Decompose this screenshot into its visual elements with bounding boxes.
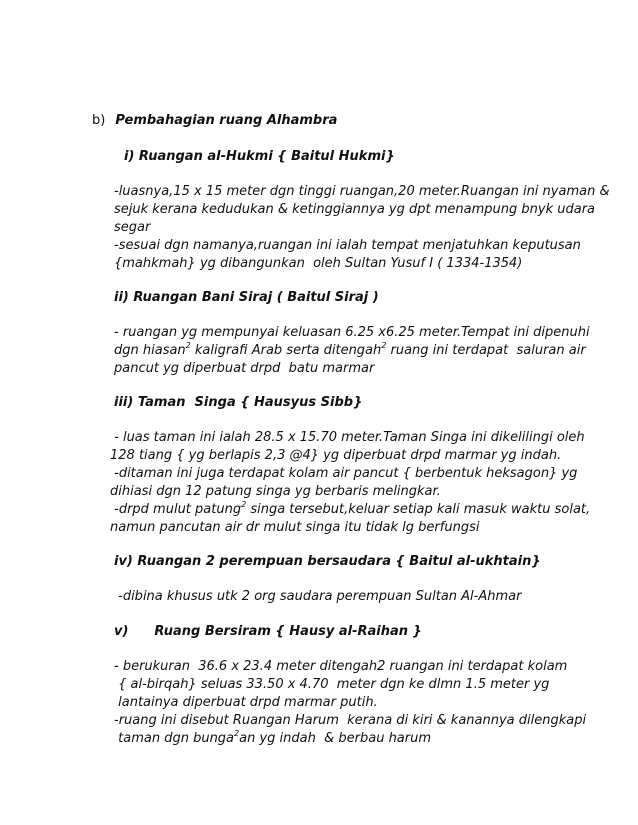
- paragraph-line: dgn hiasan$^2$ kaligrafi Arab serta ditengah$^2$ ruang ini terdapat saluran air: [114, 341, 586, 358]
- paragraph-line: sejuk kerana kedudukan & ketinggiannya yg dpt menampung bnyk udara: [114, 202, 595, 217]
- paragraph-line: -ditaman ini juga terdapat kolam air pancut { berbentuk heksagon} yg: [110, 466, 578, 481]
- paragraph-line: -drpd mulut patung$^2$ singa tersebut,keluar setiap kali masuk waktu solat,: [110, 500, 591, 517]
- paragraph-line: -dibina khusus utk 2 org saudara perempuan Sultan Al-Ahmar: [114, 589, 522, 604]
- paragraph-line: pancut yg diperbuat drpd batu marmar: [114, 361, 375, 376]
- paragraph-line: dihiasi dgn 12 patung singa yg berbaris melingkar.: [110, 484, 441, 499]
- section-header: [92, 112, 337, 130]
- paragraph-line: - luas taman ini ialah 28.5 x 15.70 meter.Taman Singa ini dikelilingi oleh: [110, 430, 585, 445]
- paragraph-line: - ruangan yg mempunyai keluasan 6.25 x6.25 meter.Tempat ini dipenuhi: [114, 325, 590, 340]
- superscript: 2: [381, 341, 387, 350]
- paragraph-line: - berukuran 36.6 x 23.4 meter ditengah2 ruangan ini terdapat kolam: [114, 659, 568, 674]
- heading-ruangan-perempuan: iv) Ruangan 2 perempuan bersaudara { Baitul al-ukhtain}: [114, 554, 541, 569]
- paragraph-line: taman dgn bunga$^2$an yg indah & berbau harum: [114, 729, 432, 746]
- heading-ruangan-bani-siraj: ii) Ruangan Bani Siraj ( Baitul Siraj ): [114, 290, 379, 305]
- paragraph-line: -sesuai dgn namanya,ruangan ini ialah tempat menjatuhkan keputusan: [114, 238, 581, 253]
- heading-number: v): [114, 624, 129, 639]
- paragraph-line: namun pancutan air dr mulut singa itu tidak lg berfungsi: [110, 520, 480, 535]
- paragraph-line: -ruang ini disebut Ruangan Harum kerana di kiri & kanannya dilengkapi: [114, 713, 587, 728]
- heading-ruangan-al-hukmi: i) Ruangan al-Hukmi { Baitul Hukmi}: [124, 149, 395, 164]
- superscript: 2: [241, 500, 247, 509]
- section-title: Pembahagian ruang Alhambra: [115, 113, 338, 128]
- heading-taman-singa: iii) Taman Singa { Hausyus Sibb}: [114, 395, 363, 410]
- paragraph-line: {mahkmah} yg dibangunkan oleh Sultan Yusuf I ( 1334-1354): [114, 256, 523, 271]
- superscript: 2: [185, 341, 191, 350]
- paragraph-line: segar: [114, 220, 151, 235]
- paragraph-line: lantainya diperbuat drpd marmar putih.: [114, 695, 378, 710]
- paragraph-line: 128 tiang { yg berlapis 2,3 @4} yg diperbuat drpd marmar yg indah.: [110, 448, 562, 463]
- paragraph-line: -luasnya,15 x 15 meter dgn tinggi ruangan,20 meter.Ruangan ini nyaman &: [114, 184, 610, 199]
- superscript: 2: [234, 729, 240, 738]
- heading-title: Ruang Bersiram { Hausy al-Raihan }: [154, 624, 422, 639]
- section-label: b): [92, 113, 106, 128]
- heading-ruang-bersiram: [114, 623, 422, 641]
- paragraph-line: { al-birqah} seluas 33.50 x 4.70 meter dgn ke dlmn 1.5 meter yg: [114, 677, 550, 692]
